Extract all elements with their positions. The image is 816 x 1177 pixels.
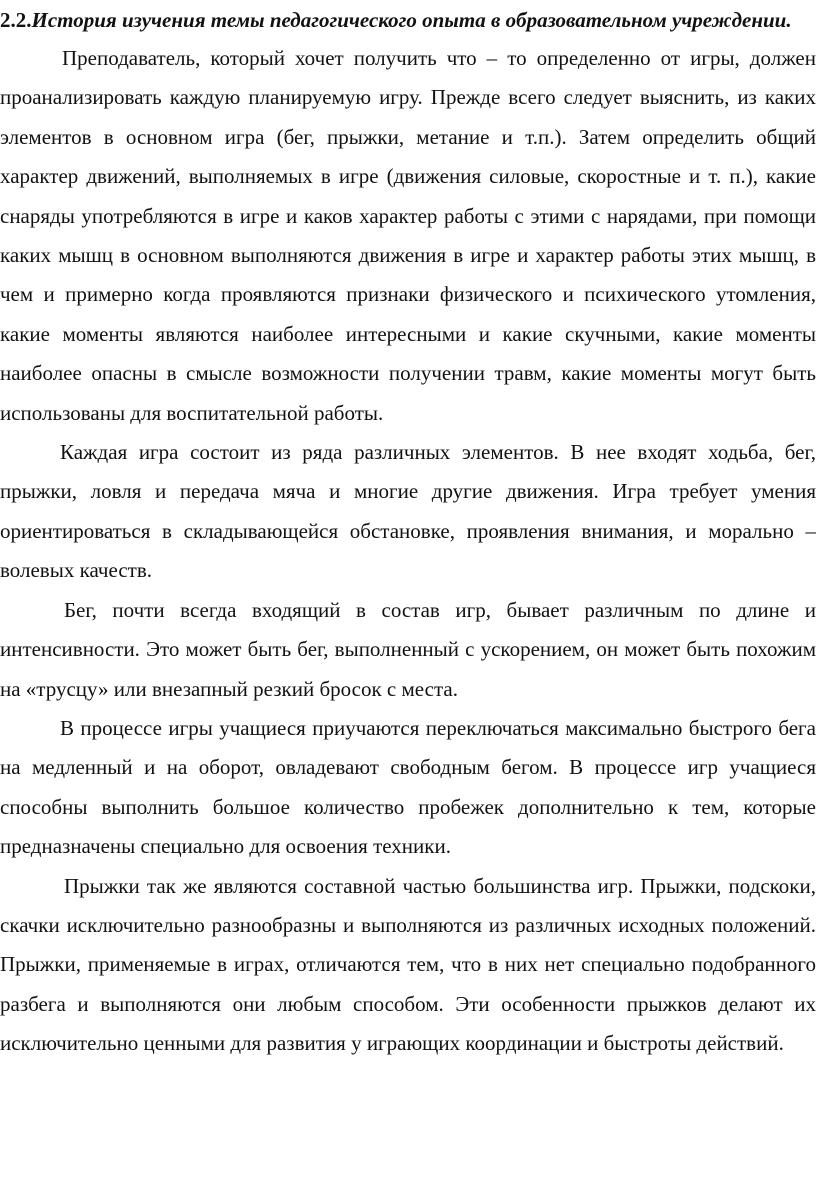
section-title: История изучения темы педагогического опыта в образовательном учреждении. xyxy=(31,8,792,32)
paragraph-jumping: Прыжки так же являются составной частью большинства игр. Прыжки, подскоки, скачки исключительно разнообразны и выполняются из различных исходных положений. Прыжки, применяемые в играх, отличаются тем, что в них нет специально подобранного разбега и выполняются они любым способом. Эти особенности прыжков делают их исключительно ценными для развития у играющих координации и быстроты действий. xyxy=(0,873,816,1056)
section-number: 2.2. xyxy=(0,8,32,32)
paragraph-running: Бег, почти всегда входящий в состав игр, бывает различным по длине и интенсивности. Это может быть бег, выполненный с ускорением, он может быть похожим на «трусцу» или внезапный резкий бросок с места. xyxy=(0,597,816,701)
paragraph-running-switching: В процессе игры учащиеся приучаются переключаться максимально быстрого бега на медленный и на оборот, овладевают свободным бегом. В процессе игр учащиеся способны выполнить большое количество пробежек дополнительно к тем, которые предназначены специально для освоения техники. xyxy=(0,715,816,859)
section-heading xyxy=(0,1,816,39)
paragraph-game-elements: Каждая игра состоит из ряда различных элементов. В нее входят ходьба, бег, прыжки, ловля и передача мяча и многие другие движения. Игра требует умения ориентироваться в складывающейся обстановке, проявления внимания, и морально – волевых качеств. xyxy=(0,440,816,583)
paragraph-game-analysis: Преподаватель, который хочет получить что – то определенно от игры, должен проанализировать каждую планируемую игру. Прежде всего следует выяснить, из каких элементов в основном игра (бег, прыжки, метание и т.п.). Затем определить общий характер движений, выполняемых в игре (движения силовые, скоростные и т. п.), какие снаряды употребляются в игре и каков характер работы с этими с нарядами, при помощи каких мышц в основном выполняются движения в игре и характер работы этих мышц, в чем и примерно когда проявляются признаки физического и психического утомления, какие моменты являются наиболее интересными и какие скучными, какие моменты наиболее опасны в смысле возможности получении травм, какие моменты могут быть использованы для воспитательной работы. xyxy=(0,46,816,425)
